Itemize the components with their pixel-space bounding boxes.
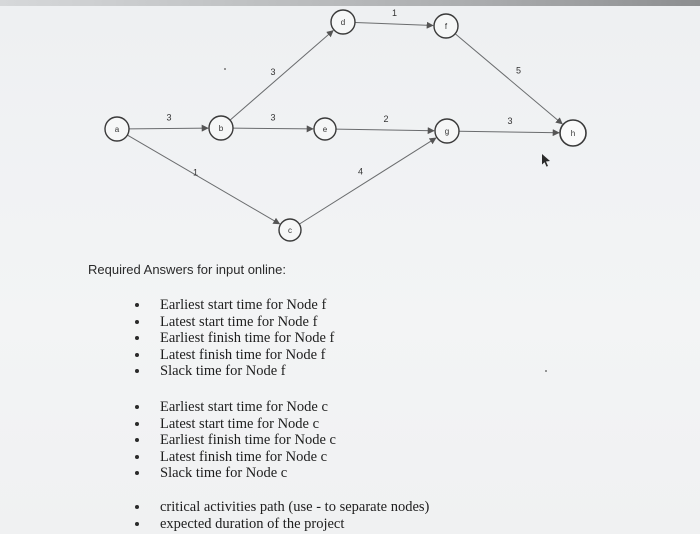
edge-line [129,128,208,129]
bullet-icon [135,522,139,526]
list-item-text: Earliest start time for Node c [160,399,328,415]
node-f-questions [131,297,334,380]
node-label: a [114,125,120,134]
edge-weight-b-d: 3 [270,67,276,77]
edge-weight-e-g: 2 [383,114,389,124]
edge-a-c [127,135,279,224]
list-item-text: Earliest finish time for Node f [160,330,335,347]
bullet-icon [135,438,139,442]
node-c-questions [131,399,336,482]
speck [224,68,226,70]
edge-c-g [299,138,436,224]
list-item [131,516,429,533]
list-item [131,297,334,314]
bullet-icon [135,303,139,307]
list-item-text: Latest start time for Node c [160,415,320,432]
node-c [279,219,301,241]
list-item-text: expected duration of the project [160,515,345,532]
edge-a-b [129,128,208,129]
project-questions [131,499,429,532]
edge-line [459,131,559,133]
instructions-heading: Required Answers for input online: [88,262,287,277]
node-label: f [444,22,448,31]
edge-g-h [459,131,559,133]
bullet-icon [135,471,139,475]
edge-weight-c-g: 4 [357,166,364,177]
node-label: h [570,129,576,138]
node-b [209,116,233,140]
list-item [131,314,334,331]
node-label: e [322,125,328,134]
edge-line [455,34,562,124]
node-e [314,118,336,140]
mouse-pointer-icon [540,153,552,167]
node-h [560,120,586,146]
edge-e-g [336,129,434,131]
edge-line [127,135,279,224]
node-f [434,14,458,38]
list-item-text: critical activities path (use - to separate nodes) [160,499,430,515]
list-item [131,330,334,347]
edge-line [336,129,434,131]
edge-weight-d-f: 1 [391,8,398,18]
list-item [131,432,336,449]
bullet-icon [135,405,139,409]
edge-f-h [455,34,562,124]
edge-line [299,138,436,224]
edge-weight-a-b: 3 [166,112,172,123]
speck [545,370,547,372]
edge-line [355,22,433,25]
bullet-icon [135,320,139,324]
list-item [131,416,336,433]
bullet-icon [135,353,139,357]
bullet-icon [135,455,139,459]
edge-line [230,31,333,121]
edge-weight-b-e: 3 [270,112,276,123]
node-a [105,117,129,141]
node-label: d [340,18,346,27]
node-d [331,10,355,34]
node-label: b [218,124,224,133]
list-item-text: Slack time for Node f [160,363,286,380]
bullet-icon [135,336,139,340]
edge-b-e [233,128,313,129]
edge-b-d [230,31,333,121]
bullet-icon [135,422,139,426]
list-item [131,465,336,482]
edge-weight-g-h: 3 [507,116,513,126]
list-item-text: Latest finish time for Node c [160,448,328,465]
edge-d-f [355,22,433,25]
list-item-text: Slack time for Node c [160,465,288,482]
list-item [131,499,429,516]
edge-weight-f-h: 5 [515,65,522,76]
list-item-text: Earliest finish time for Node c [160,432,336,449]
edge-weight-a-c: 1 [192,167,199,178]
list-item [131,347,334,364]
network-diagram [0,0,700,250]
list-item-text: Latest finish time for Node f [160,346,326,363]
list-item [131,449,336,466]
bullet-icon [135,369,139,373]
node-g [435,119,459,143]
list-item [131,399,336,416]
bullet-icon [135,505,139,509]
list-item [131,363,334,380]
list-item-text: Latest start time for Node f [160,313,318,330]
node-label: g [444,127,450,136]
node-label: c [288,226,292,235]
list-item-text: Earliest start time for Node f [160,297,327,313]
edge-line [233,128,313,129]
